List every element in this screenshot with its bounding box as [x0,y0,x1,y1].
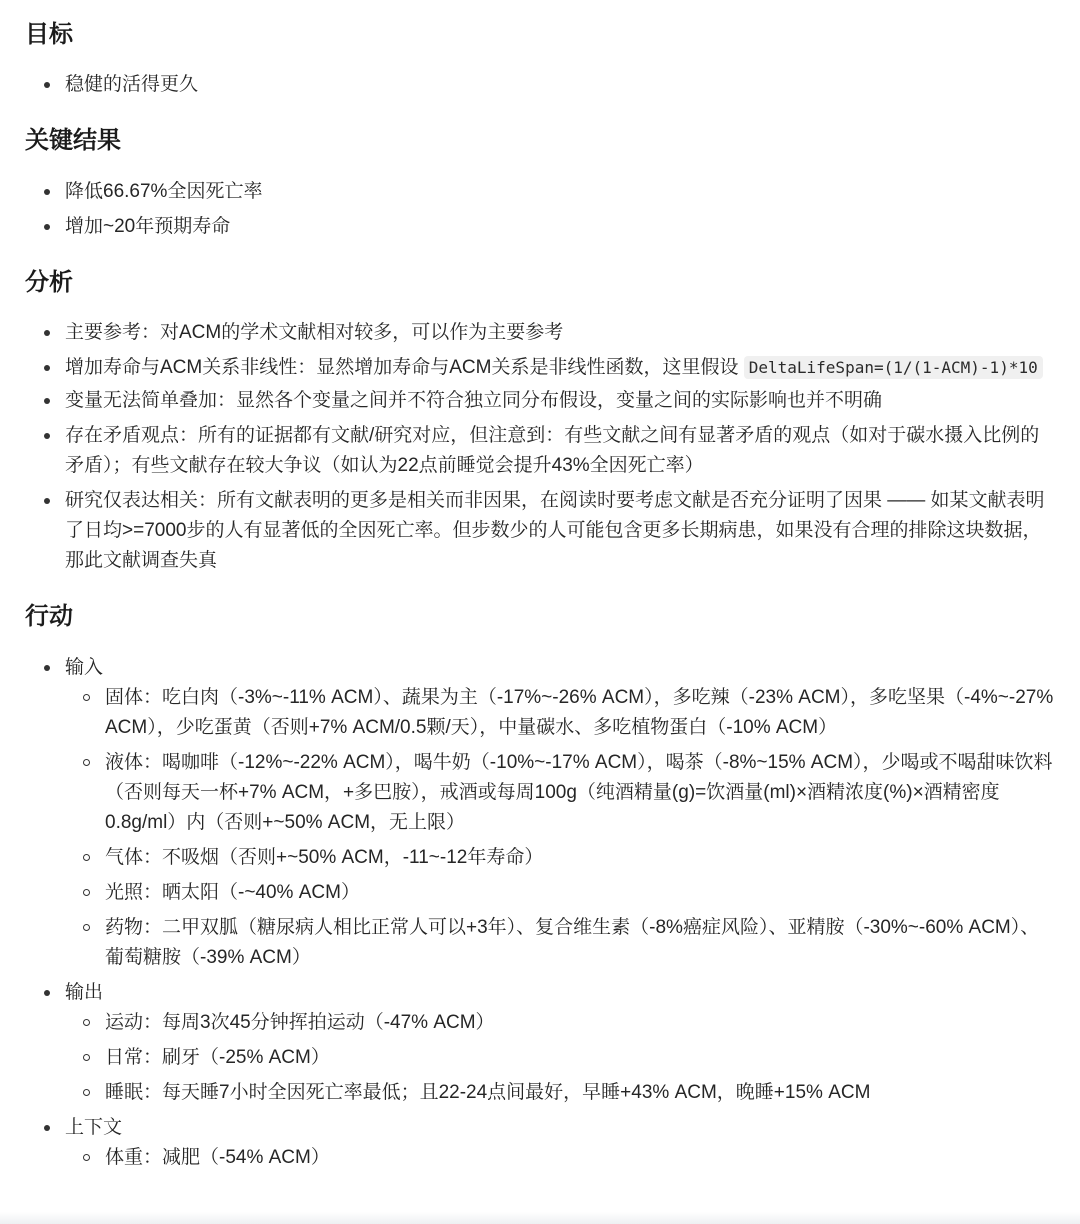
sub-list-item: 运动：每周3次45分钟挥拍运动（-47% ACM） [65,1008,1056,1038]
list-item: 降低66.67%全因死亡率 [25,177,1056,207]
output-sublist [65,1008,1056,1108]
heading-key-results: 关键结果 [25,127,121,154]
list-item: 稳健的活得更久 [25,70,1056,100]
sub-list-item: 睡眠：每天睡7小时全因死亡率最低；且22-24点间最好，早睡+43% ACM，晚睡+15% ACM [65,1078,1056,1108]
heading-goal: 目标 [25,21,73,48]
heading-analysis: 分析 [25,269,73,296]
sub-list-item: 日常：刷牙（-25% ACM） [65,1043,1056,1073]
key-results-list [25,177,1056,242]
action-group-input [25,653,1056,973]
list-item: 研究仅表达相关：所有文献表明的更多是相关而非因果，在阅读时要考虑文献是否充分证明了因果 —— 如某文献表明了日均>=7000步的人有显著低的全因死亡率。但步数少的人可能包含更多长期病患，如果没有合理的排除这块数据，那此文献调查失真 [25,486,1056,576]
action-group-context [25,1113,1056,1173]
context-sublist [65,1143,1056,1173]
sub-list-item: 体重：减肥（-54% ACM） [65,1143,1056,1173]
sub-list-item: 光照：晒太阳（-~40% ACM） [65,878,1056,908]
list-item: 增加~20年预期寿命 [25,212,1056,242]
list-item: 存在矛盾观点：所有的证据都有文献/研究对应，但注意到：有些文献之间有显著矛盾的观点（如对于碳水摄入比例的矛盾）；有些文献存在较大争议（如认为22点前睡觉会提升43%全因死亡率） [25,421,1056,481]
input-sublist [65,683,1056,973]
analysis-list [25,318,1056,576]
group-label: 输入 [65,657,104,678]
sub-list-item: 液体：喝咖啡（-12%~-22% ACM），喝牛奶（-10%~-17% ACM），喝茶（-8%~15% ACM），少喝或不喝甜味饮料（否则每天一杯+7% ACM，+多巴胺），戒酒或每周100g（纯酒精量(g)=饮酒量(ml)×酒精浓度(%)×酒精密度0.8g/ml）内（否则+~50% ACM，无上限） [65,748,1056,838]
group-label: 上下文 [65,1117,123,1138]
heading-action: 行动 [25,603,73,630]
action-list [25,653,1056,1173]
goal-list [25,70,1056,100]
sub-list-item: 药物：二甲双胍（糖尿病人相比正常人可以+3年）、复合维生素（-8%癌症风险）、亚精胺（-30%~-60% ACM）、葡萄糖胺（-39% ACM） [65,913,1056,973]
sub-list-item: 气体：不吸烟（否则+~50% ACM，-11~-12年寿命） [65,843,1056,873]
formula-code: DeltaLifeSpan=(1/(1-ACM)-1)*10 [744,356,1043,379]
group-label: 输出 [65,982,104,1003]
action-group-output [25,978,1056,1108]
bottom-fade [0,1212,1080,1224]
list-item: 变量无法简单叠加：显然各个变量之间并不符合独立同分布假设，变量之间的实际影响也并不明确 [25,386,1056,416]
list-item [25,353,1056,383]
list-item: 主要参考：对ACM的学术文献相对较多，可以作为主要参考 [25,318,1056,348]
list-item-text: 增加寿命与ACM关系非线性：显然增加寿命与ACM关系是非线性函数，这里假设 [65,357,744,378]
sub-list-item: 固体：吃白肉（-3%~-11% ACM）、蔬果为主（-17%~-26% ACM），多吃辣（-23% ACM），多吃坚果（-4%~-27% ACM），少吃蛋黄（否则+7% ACM/0.5颗/天），中量碳水、多吃植物蛋白（-10% ACM） [65,683,1056,743]
